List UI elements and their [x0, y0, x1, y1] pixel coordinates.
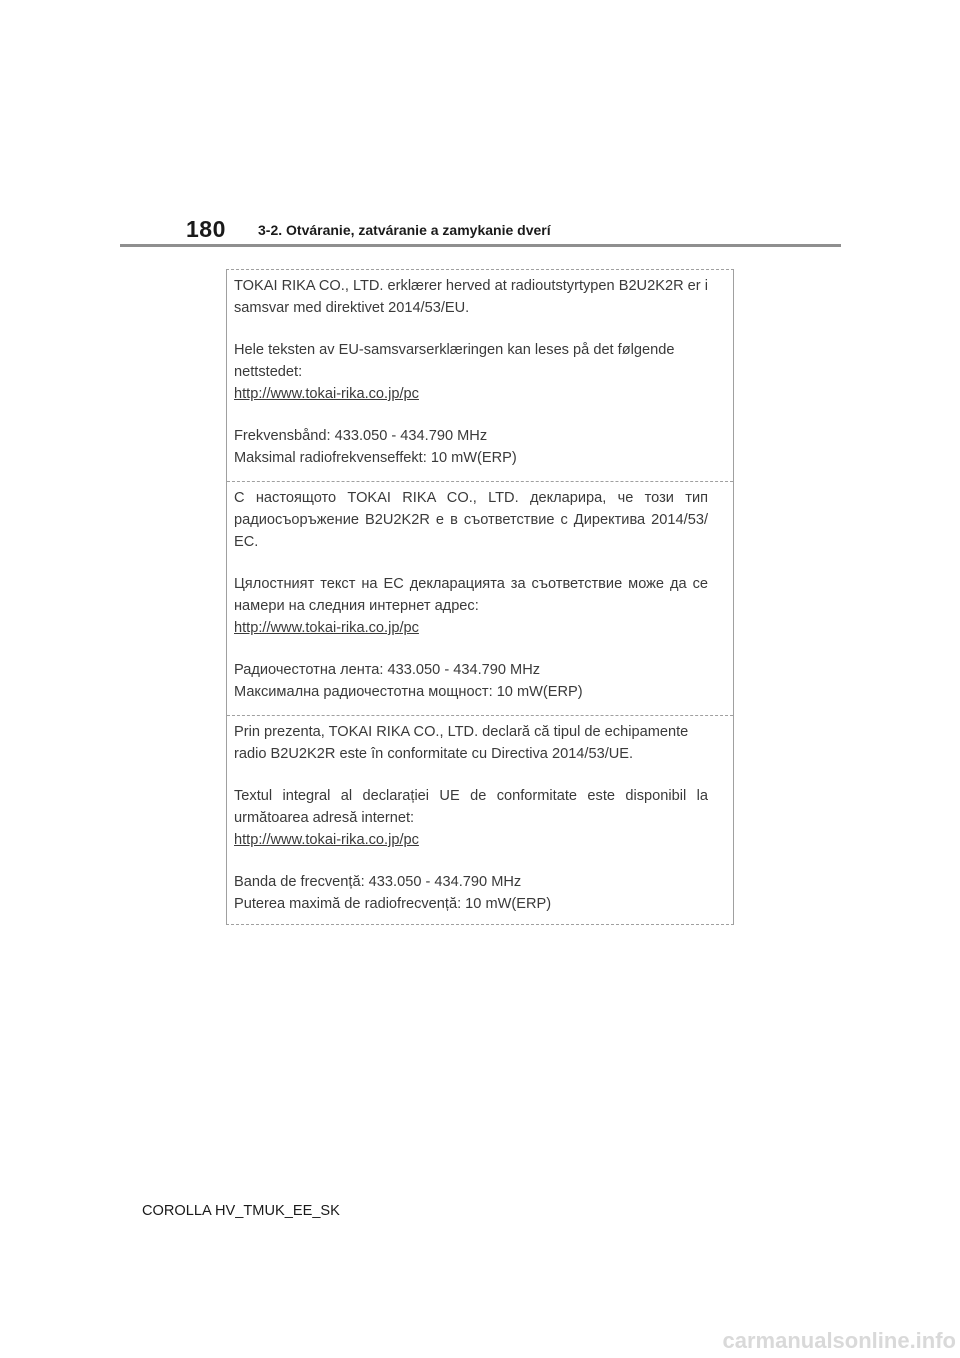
watermark: carmanualsonline.info	[722, 1328, 956, 1353]
full-text-note: Hele teksten av EU-samsvarserklæringen kan leses på det følgende nettstedet:	[234, 342, 675, 380]
section-title: 3-2. Otváranie, zatváranie a zamykanie dverí	[258, 222, 551, 238]
full-text-note: Textul integral al declarației UE de conformitate este disponibil la următoarea adresă internet:	[234, 788, 708, 826]
frequency-band: Радиочестотна лента: 433.050 - 434.790 MHz	[234, 662, 541, 678]
page-number: 180	[186, 216, 226, 242]
max-power: Maksimal radiofrekvenseffekt: 10 mW(ERP)	[234, 450, 517, 466]
max-power: Puterea maximă de radiofrecvență: 10 mW(ERP)	[234, 896, 552, 912]
max-power: Максимална радиочестотна мощност: 10 mW(ERP)	[234, 684, 583, 700]
declaration-box	[226, 269, 734, 925]
model-code: COROLLA HV_TMUK_EE_SK	[142, 1203, 340, 1219]
declaration-statement: С настоящото TOKAI RIKA CO., LTD. декларира, че този тип радиосъоръжение B2U2K2R е в съответствие с Директива 2014/53/ЕС.	[234, 490, 708, 550]
frequency-band: Frekvensbånd: 433.050 - 434.790 MHz	[234, 428, 488, 444]
declaration-block-romanian	[227, 715, 733, 924]
declaration-link[interactable]: http://www.tokai-rika.co.jp/pc	[234, 832, 419, 848]
declaration-link[interactable]: http://www.tokai-rika.co.jp/pc	[234, 620, 419, 636]
declaration-link[interactable]: http://www.tokai-rika.co.jp/pc	[234, 386, 419, 402]
declaration-block-bulgarian	[227, 481, 733, 715]
declaration-statement: TOKAI RIKA CO., LTD. erklærer herved at radioutstyrtypen B2U2K2R er i samsvar med direktivet 2014/53/EU.	[234, 278, 708, 316]
full-text-note: Цялостният текст на ЕС декларацията за съответствие може да се намери на следния интернет адрес:	[234, 576, 708, 614]
frequency-band: Banda de frecvență: 433.050 - 434.790 MHz	[234, 874, 522, 890]
declaration-statement: Prin prezenta, TOKAI RIKA CO., LTD. declară că tipul de echipamente radio B2U2K2R este în conformitate cu Directiva 2014/53/UE.	[234, 724, 689, 762]
declaration-block-norwegian	[227, 270, 733, 481]
header-divider	[120, 244, 841, 247]
